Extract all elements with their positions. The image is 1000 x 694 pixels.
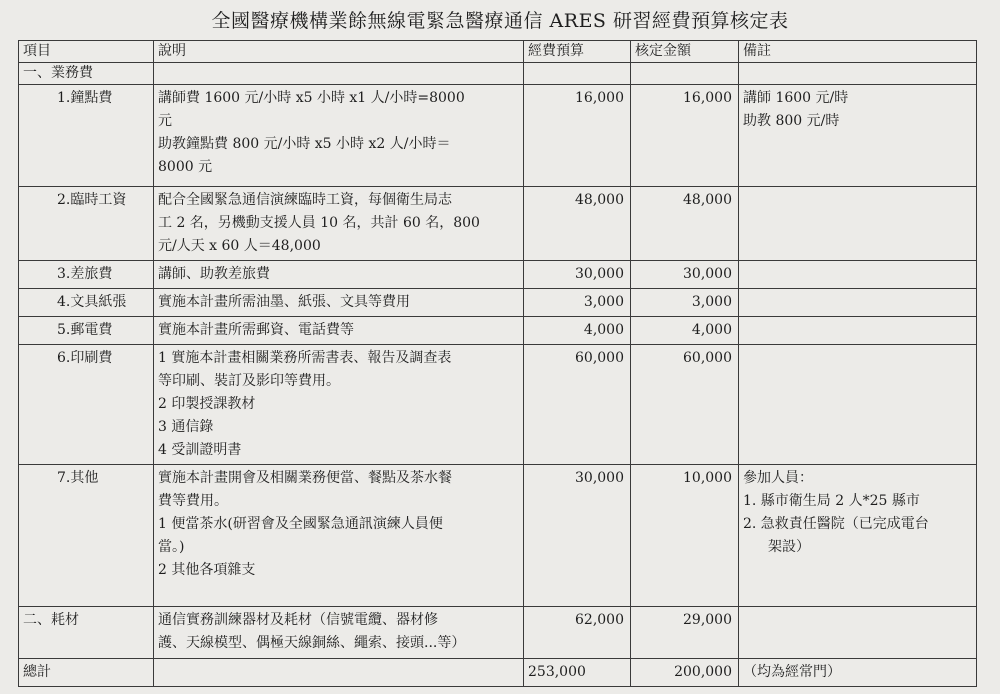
row-budget: 4,000 xyxy=(524,317,631,345)
note-line: 1. 縣市衛生局 2 人*25 縣市 xyxy=(743,493,920,509)
note-line: 參加人員： xyxy=(743,470,813,486)
desc-line: 3 通信錄 xyxy=(158,419,214,435)
desc-line: 實施本計畫所需油墨、紙張、文具等費用 xyxy=(158,294,410,310)
row-budget: 30,000 xyxy=(524,465,631,607)
desc-line: 1 實施本計畫相關業務所需書表、報告及調查表 xyxy=(158,350,452,366)
note-line: 架設） xyxy=(768,539,810,555)
row-approved: 48,000 xyxy=(631,187,739,261)
row-notes xyxy=(739,85,977,187)
row-desc xyxy=(154,345,524,465)
desc-line: 元/人天 x 60 人＝48,000 xyxy=(158,238,321,254)
row-desc xyxy=(154,317,524,345)
row-budget: 3,000 xyxy=(524,289,631,317)
table-row xyxy=(19,345,977,465)
table-row xyxy=(19,465,977,607)
desc-line: 配合全國緊急通信演練臨時工資，每個衛生局志 xyxy=(158,192,452,208)
header-budget: 經費預算 xyxy=(524,41,631,63)
row-notes xyxy=(739,317,977,345)
desc-line: 元 xyxy=(158,113,172,129)
row-notes xyxy=(739,465,977,607)
row-budget: 48,000 xyxy=(524,187,631,261)
table-row xyxy=(19,289,977,317)
desc-line: 工 2 名，另機動支援人員 10 名，共計 60 名，800 xyxy=(158,215,480,231)
section-label: 一、業務費 xyxy=(19,63,154,85)
row-notes xyxy=(739,187,977,261)
row-item: 5.郵電費 xyxy=(19,317,154,345)
row-notes xyxy=(739,289,977,317)
total-approved: 200,000 xyxy=(631,659,739,687)
row-item: 3.差旅費 xyxy=(19,261,154,289)
desc-line: 2 印製授課教材 xyxy=(158,396,256,412)
note-line: 2. 急救責任醫院（已完成電台 xyxy=(743,516,929,532)
row-item: 7.其他 xyxy=(19,465,154,607)
header-notes: 備註 xyxy=(739,41,977,63)
row-approved: 4,000 xyxy=(631,317,739,345)
row-budget: 16,000 xyxy=(524,85,631,187)
desc-line: 助教鐘點費 800 元/小時 x5 小時 x2 人/小時＝ xyxy=(158,136,451,152)
table-row xyxy=(19,187,977,261)
note-line: 助教 800 元/時 xyxy=(743,113,840,129)
desc-line: 2 其他各項雜支 xyxy=(158,562,256,578)
desc-line: 費等費用。 xyxy=(158,493,228,509)
header-item: 項目 xyxy=(19,41,154,63)
desc-line: 等印刷、裝訂及影印等費用。 xyxy=(158,373,340,389)
table-row xyxy=(19,85,977,187)
total-row xyxy=(19,659,977,687)
row-budget: 30,000 xyxy=(524,261,631,289)
row-item: 4.文具紙張 xyxy=(19,289,154,317)
row-approved: 3,000 xyxy=(631,289,739,317)
row-desc xyxy=(154,465,524,607)
desc-line: 通信實務訓練器材及耗材（信號電纜、器材修 xyxy=(158,612,438,628)
desc-line: 護、天線模型、偶極天線銅絲、繩索、接頭...等） xyxy=(158,635,466,651)
total-label: 總計 xyxy=(19,659,154,687)
row-approved: 16,000 xyxy=(631,85,739,187)
desc-line: 講師、助教差旅費 xyxy=(158,266,270,282)
table-row xyxy=(19,317,977,345)
header-approved: 核定金額 xyxy=(631,41,739,63)
row-desc xyxy=(154,85,524,187)
total-budget: 253,000 xyxy=(524,659,631,687)
desc-line: 4 受訓證明書 xyxy=(158,442,242,458)
row-desc xyxy=(154,289,524,317)
row-notes xyxy=(739,345,977,465)
row-desc xyxy=(154,261,524,289)
desc-line: 1 便當茶水(研習會及全國緊急通訊演練人員便 xyxy=(158,516,443,532)
desc-line: 實施本計畫所需郵資、電話費等 xyxy=(158,322,354,338)
item-rows xyxy=(19,85,977,607)
desc-line: 實施本計畫開會及相關業務便當、餐點及茶水餐 xyxy=(158,470,452,486)
row-approved: 30,000 xyxy=(631,261,739,289)
header-row xyxy=(19,41,977,63)
page-title: 全國醫療機構業餘無線電緊急醫療通信 ARES 研習經費預算核定表 xyxy=(211,10,789,32)
section-row xyxy=(19,63,977,85)
section-row-consumables xyxy=(19,607,977,659)
total-notes: （均為經常門） xyxy=(739,659,977,687)
row-item: 6.印刷費 xyxy=(19,345,154,465)
header-desc: 說明 xyxy=(154,41,524,63)
row-desc xyxy=(154,187,524,261)
row-budget: 60,000 xyxy=(524,345,631,465)
row-item: 2.臨時工資 xyxy=(19,187,154,261)
table-row xyxy=(19,261,977,289)
row-notes xyxy=(739,261,977,289)
row-approved: 60,000 xyxy=(631,345,739,465)
desc-line: 8000 元 xyxy=(158,159,213,175)
row-approved: 10,000 xyxy=(631,465,739,607)
row-budget: 62,000 xyxy=(524,607,631,659)
row-item: 1.鐘點費 xyxy=(19,85,154,187)
row-desc xyxy=(154,607,524,659)
budget-table xyxy=(18,40,977,687)
row-approved: 29,000 xyxy=(631,607,739,659)
section-label: 二、耗材 xyxy=(19,607,154,659)
desc-line: 講師費 1600 元/小時 x5 小時 x1 人/小時=8000 xyxy=(158,90,465,106)
desc-line: 當。) xyxy=(158,539,185,555)
note-line: 講師 1600 元/時 xyxy=(743,90,849,106)
